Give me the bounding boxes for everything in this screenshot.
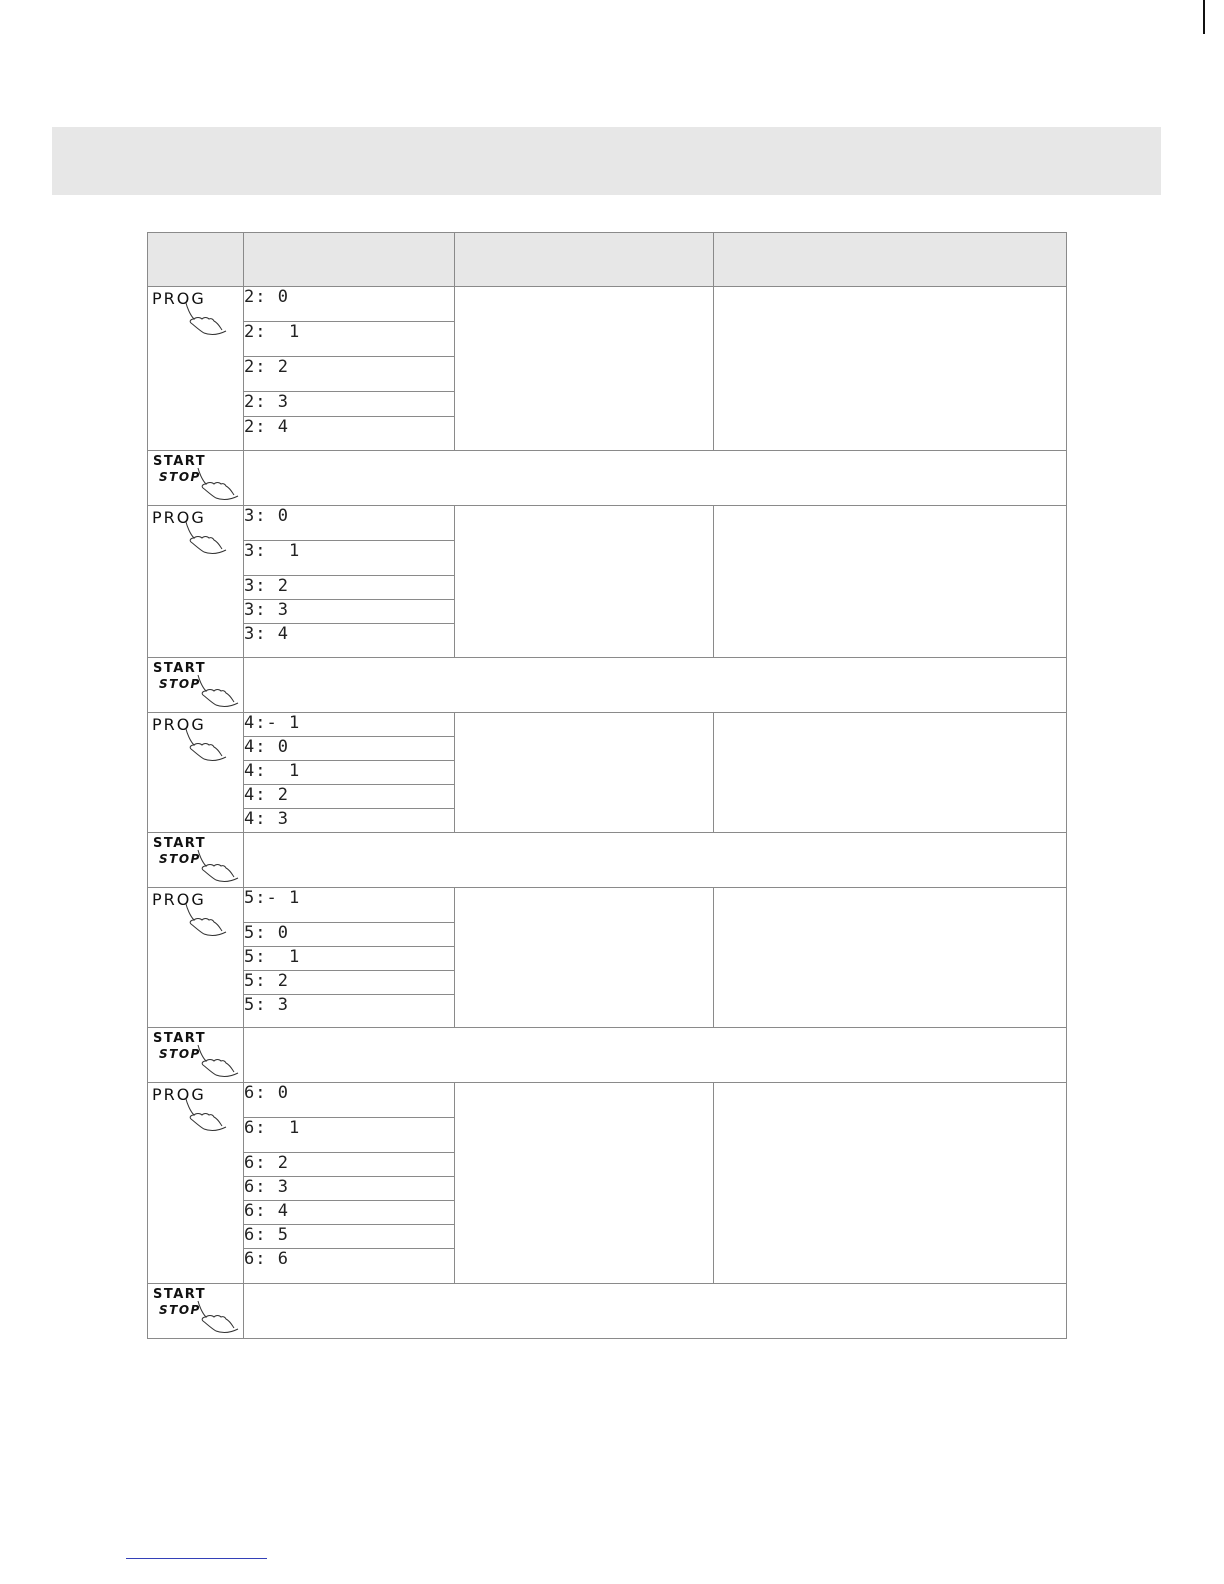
display-code-cell xyxy=(244,809,455,833)
prog-button-label: PROG xyxy=(152,715,206,734)
table-row xyxy=(148,287,1067,322)
display-code: 2: 2 xyxy=(244,357,289,377)
table-row xyxy=(148,506,1067,541)
display-code: 6: 6 xyxy=(244,1249,289,1269)
table-row xyxy=(148,888,1067,923)
display-code-cell xyxy=(244,713,455,737)
display-code-cell xyxy=(244,1118,455,1153)
display-code-cell xyxy=(244,971,455,995)
display-code: 6: 0 xyxy=(244,1083,289,1103)
start-stop-note-cell xyxy=(244,451,1067,506)
header-cell-display xyxy=(244,233,455,287)
display-code: 2: 0 xyxy=(244,287,289,307)
display-code: 4: 3 xyxy=(244,809,289,829)
display-code: 5:- 1 xyxy=(244,888,301,908)
stop-label: STOP xyxy=(159,470,201,484)
start-stop-row xyxy=(148,1028,1067,1083)
table-header-row xyxy=(148,233,1067,287)
setting-cell xyxy=(455,888,714,1028)
start-label: START xyxy=(153,1287,207,1302)
display-code-cell xyxy=(244,888,455,923)
display-code-cell xyxy=(244,737,455,761)
start-stop-note-cell xyxy=(244,658,1067,713)
display-code-cell xyxy=(244,947,455,971)
display-code: 6: 4 xyxy=(244,1201,289,1221)
display-code-cell xyxy=(244,600,455,624)
prog-button-label: PROG xyxy=(152,289,206,308)
display-code: 5: 2 xyxy=(244,971,289,991)
display-code-cell xyxy=(244,576,455,600)
display-code: 3: 2 xyxy=(244,576,289,596)
display-code-cell xyxy=(244,417,455,451)
display-code-cell xyxy=(244,357,455,392)
start-stop-button-cell xyxy=(148,1028,244,1083)
display-code-cell xyxy=(244,785,455,809)
table-row xyxy=(148,713,1067,737)
stop-label: STOP xyxy=(159,852,201,866)
display-code: 3: 0 xyxy=(244,506,289,526)
prog-button-label: PROG xyxy=(152,1085,206,1104)
stop-label: STOP xyxy=(159,677,201,691)
table-body xyxy=(148,287,1067,1339)
display-code-cell xyxy=(244,1249,455,1284)
display-code: 2: 1 xyxy=(244,322,301,342)
display-code: 4:- 1 xyxy=(244,713,301,733)
description-cell xyxy=(714,506,1067,658)
display-code: 6: 3 xyxy=(244,1177,289,1197)
header-cell-description xyxy=(714,233,1067,287)
hand-press-icon xyxy=(194,848,240,888)
display-code-cell xyxy=(244,322,455,357)
hand-press-icon xyxy=(182,1097,228,1137)
display-code-cell xyxy=(244,506,455,541)
hand-press-icon xyxy=(182,902,228,942)
display-code: 4: 2 xyxy=(244,785,289,805)
prog-button-label: PROG xyxy=(152,508,206,527)
display-code: 5: 1 xyxy=(244,947,301,967)
display-code-cell xyxy=(244,1225,455,1249)
prog-button-cell xyxy=(148,506,244,658)
display-code-cell xyxy=(244,541,455,576)
hand-press-icon xyxy=(194,1299,240,1339)
prog-button-cell xyxy=(148,287,244,451)
hand-press-icon xyxy=(182,301,228,341)
hand-press-icon xyxy=(194,466,240,506)
start-stop-row xyxy=(148,1284,1067,1339)
start-stop-note-cell xyxy=(244,1028,1067,1083)
start-label: START xyxy=(153,836,207,851)
start-stop-row xyxy=(148,833,1067,888)
header-band xyxy=(52,127,1161,195)
header-cell-setting xyxy=(455,233,714,287)
display-code-cell xyxy=(244,1177,455,1201)
description-cell xyxy=(714,287,1067,451)
display-code-cell xyxy=(244,761,455,785)
display-code: 3: 1 xyxy=(244,541,301,561)
display-code: 4: 0 xyxy=(244,737,289,757)
start-stop-note-cell xyxy=(244,833,1067,888)
display-code: 4: 1 xyxy=(244,761,301,781)
display-code: 5: 3 xyxy=(244,995,289,1015)
description-cell xyxy=(714,713,1067,833)
display-code: 5: 0 xyxy=(244,923,289,943)
start-stop-row xyxy=(148,451,1067,506)
start-stop-button-cell xyxy=(148,833,244,888)
display-code-cell xyxy=(244,995,455,1028)
stop-label: STOP xyxy=(159,1303,201,1317)
page-edge-mark xyxy=(1203,0,1205,34)
display-code: 2: 3 xyxy=(244,392,289,412)
prog-button-cell xyxy=(148,1083,244,1284)
settings-table xyxy=(147,232,1067,1339)
display-code: 6: 2 xyxy=(244,1153,289,1173)
start-stop-button-cell xyxy=(148,1284,244,1339)
start-label: START xyxy=(153,1031,207,1046)
footer-link-underline xyxy=(126,1558,267,1559)
prog-button-cell xyxy=(148,888,244,1028)
start-stop-note-cell xyxy=(244,1284,1067,1339)
table-row xyxy=(148,1083,1067,1118)
description-cell xyxy=(714,1083,1067,1284)
display-code-cell xyxy=(244,392,455,417)
hand-press-icon xyxy=(194,1043,240,1083)
start-stop-row xyxy=(148,658,1067,713)
setting-cell xyxy=(455,506,714,658)
display-code: 6: 1 xyxy=(244,1118,301,1138)
start-label: START xyxy=(153,661,207,676)
display-code-cell xyxy=(244,1201,455,1225)
description-cell xyxy=(714,888,1067,1028)
prog-button-label: PROG xyxy=(152,890,206,909)
display-code: 3: 4 xyxy=(244,624,289,644)
hand-press-icon xyxy=(182,520,228,560)
stop-label: STOP xyxy=(159,1047,201,1061)
display-code: 6: 5 xyxy=(244,1225,289,1245)
setting-cell xyxy=(455,287,714,451)
display-code-cell xyxy=(244,287,455,322)
display-code-cell xyxy=(244,923,455,947)
setting-cell xyxy=(455,713,714,833)
start-stop-button-cell xyxy=(148,658,244,713)
start-stop-button-cell xyxy=(148,451,244,506)
hand-press-icon xyxy=(194,673,240,713)
prog-button-cell xyxy=(148,713,244,833)
display-code: 3: 3 xyxy=(244,600,289,620)
display-code-cell xyxy=(244,624,455,658)
display-code: 2: 4 xyxy=(244,417,289,437)
hand-press-icon xyxy=(182,727,228,767)
start-label: START xyxy=(153,454,207,469)
header-cell-button xyxy=(148,233,244,287)
display-code-cell xyxy=(244,1083,455,1118)
display-code-cell xyxy=(244,1153,455,1177)
setting-cell xyxy=(455,1083,714,1284)
